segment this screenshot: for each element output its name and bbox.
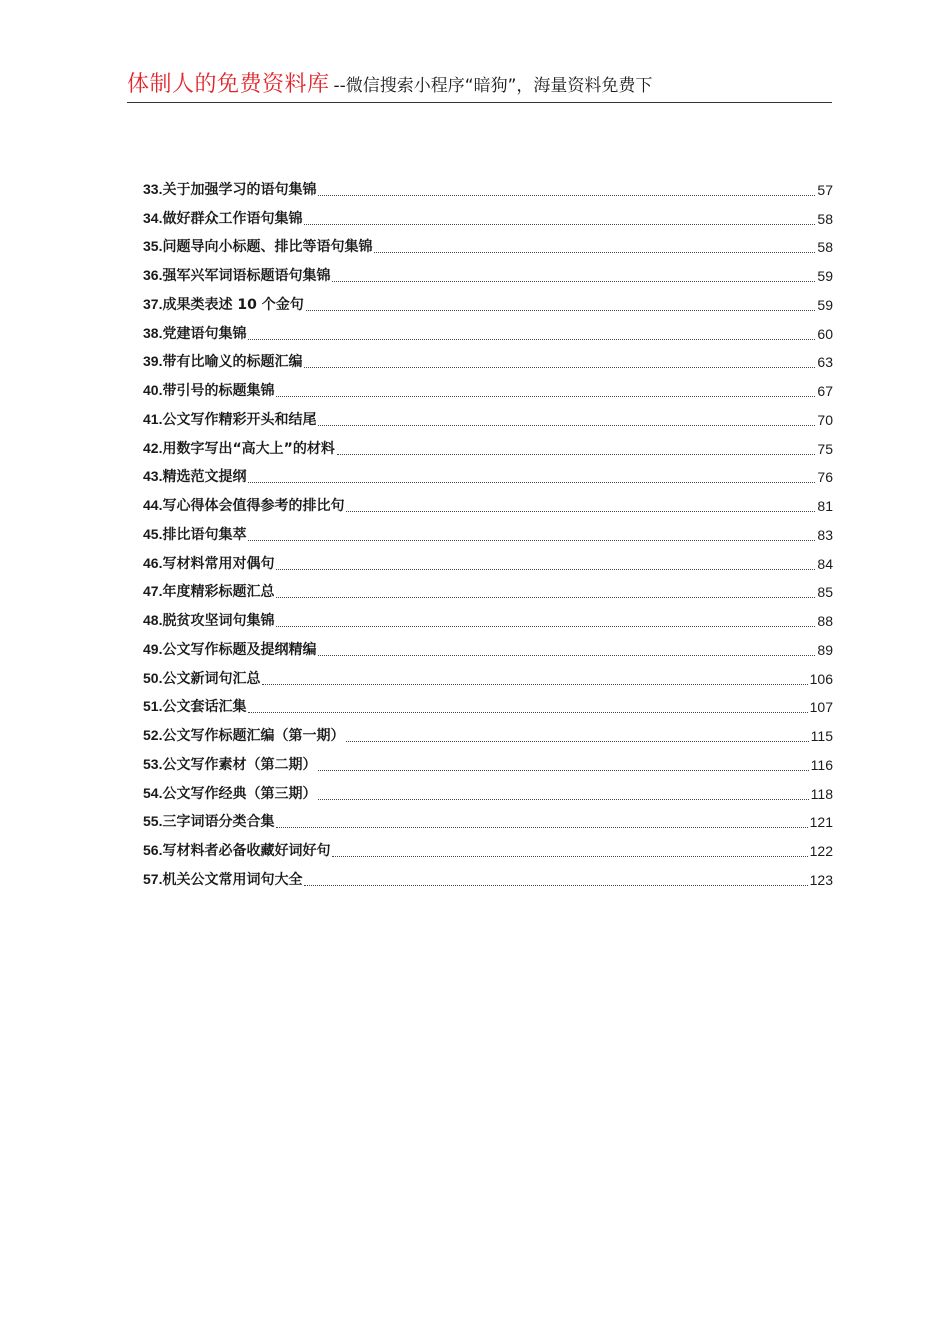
toc-entry-title <box>143 291 304 318</box>
toc-dot-leader <box>304 367 815 368</box>
toc-entry-text: 写心得体会值得参考的排比句 <box>162 498 345 514</box>
toc-entry-title <box>143 262 330 289</box>
toc-dot-leader <box>318 425 815 426</box>
toc-page-number: 88 <box>817 613 833 629</box>
toc-entry-text: 排比语句集萃 <box>162 526 247 543</box>
toc-entry[interactable] <box>143 462 833 491</box>
toc-entry-title <box>143 435 335 462</box>
toc-page-number: 75 <box>817 440 833 457</box>
toc-entry-number: 33. <box>143 180 163 197</box>
toc-dot-leader <box>248 712 807 713</box>
toc-entry[interactable] <box>143 577 833 606</box>
toc-entry-text: 写材料常用对偶句 <box>162 555 275 572</box>
toc-entry-text: 公文写作经典（第三期） <box>162 785 317 802</box>
toc-page-number: 70 <box>817 411 833 428</box>
toc-page-number: 57 <box>817 181 833 198</box>
toc-entry[interactable] <box>143 634 833 663</box>
toc-dot-leader <box>318 799 808 800</box>
header-brand: 体制人的免费资料库 <box>127 72 330 97</box>
toc-page-number: 58 <box>817 239 833 256</box>
toc-entry-text: 党建语句集锦 <box>162 325 247 342</box>
toc-entry-title <box>143 205 302 232</box>
toc-entry-number: 45. <box>143 525 163 542</box>
toc-page-number: 121 <box>809 814 833 831</box>
toc-entry-text: 关于加强学习的语句集锦 <box>162 181 317 198</box>
toc-entry-number: 36. <box>143 267 163 283</box>
toc-dot-leader <box>332 856 807 857</box>
toc-page-number: 81 <box>817 498 833 514</box>
toc-page-number: 63 <box>817 354 833 371</box>
toc-page-number: 67 <box>817 383 833 399</box>
toc-dot-leader <box>337 454 816 455</box>
toc-entry-number: 55. <box>143 813 163 830</box>
toc-entry-text: 年度精彩标题汇总 <box>162 584 275 601</box>
toc-entry[interactable] <box>143 375 833 404</box>
toc-entry-number: 49. <box>143 640 163 657</box>
toc-entry-number: 48. <box>143 612 163 628</box>
toc-entry-text: 公文新词句汇总 <box>162 670 261 687</box>
toc-dot-leader <box>346 511 815 512</box>
toc-dot-leader <box>276 396 815 397</box>
toc-entry-number: 38. <box>143 324 163 341</box>
toc-entry-title <box>143 751 316 778</box>
toc-entry-text: 带引号的标题集锦 <box>162 383 275 399</box>
toc-page-number: 107 <box>809 699 833 716</box>
toc-page-number: 58 <box>817 210 833 227</box>
toc-dot-leader <box>276 626 815 627</box>
toc-entry-text: 强军兴军词语标题语句集锦 <box>162 268 331 284</box>
toc-entry-number: 44. <box>143 497 163 513</box>
toc-entry-number: 56. <box>143 842 163 858</box>
toc-page-number: 85 <box>817 584 833 601</box>
toc-entry-title <box>143 693 246 720</box>
toc-entry[interactable] <box>143 203 833 232</box>
toc-dot-leader <box>318 195 815 196</box>
toc-entry-text: 公文写作素材（第二期） <box>162 756 317 773</box>
toc-dot-leader <box>346 741 808 742</box>
toc-entry-number: 51. <box>143 698 163 715</box>
toc-entry-number: 57. <box>143 870 163 887</box>
toc-entry-title <box>143 722 344 749</box>
toc-entry-number: 47. <box>143 583 163 600</box>
toc-dot-leader <box>304 224 815 225</box>
toc-entry-number: 37. <box>143 295 163 312</box>
toc-entry-number: 39. <box>143 353 163 370</box>
toc-entry-title <box>143 578 274 605</box>
toc-entry-title <box>143 176 316 203</box>
toc-entry[interactable] <box>143 778 833 807</box>
toc-entry-title <box>143 866 302 893</box>
toc-entry-text: 公文写作标题及提纲精编 <box>162 641 317 658</box>
toc-entry-text: 带有比喻义的标题汇编 <box>162 354 303 371</box>
toc-dot-leader <box>306 310 816 311</box>
toc-entry-title <box>143 636 316 663</box>
toc-entry-title <box>143 780 316 807</box>
toc-entry[interactable] <box>143 548 833 577</box>
toc-entry-title <box>143 233 372 260</box>
toc-entry[interactable] <box>143 663 833 692</box>
toc-page-number: 59 <box>817 296 833 313</box>
toc-entry-text: 公文写作标题汇编（第一期） <box>162 728 345 744</box>
toc-entry-text: 机关公文常用词句大全 <box>162 871 303 888</box>
toc-dot-leader <box>248 339 815 340</box>
toc-entry-title <box>143 406 316 433</box>
toc-page-number: 123 <box>809 871 833 888</box>
toc-entry[interactable] <box>143 490 833 519</box>
toc-dot-leader <box>276 569 815 570</box>
toc-entry[interactable] <box>143 404 833 433</box>
toc-entry[interactable] <box>143 232 833 261</box>
toc-entry-text: 用数字写出“高大上”的材料 <box>162 440 335 457</box>
toc-entry-text: 三字词语分类合集 <box>162 814 275 831</box>
toc-entry[interactable] <box>143 864 833 893</box>
toc-entry-title <box>143 607 274 634</box>
toc-entry-number: 43. <box>143 468 163 485</box>
toc-entry[interactable] <box>143 289 833 318</box>
toc-entry[interactable] <box>143 692 833 721</box>
toc-entry[interactable] <box>143 749 833 778</box>
toc-entry-title <box>143 808 274 835</box>
toc-page-number: 76 <box>817 469 833 486</box>
toc-page-number: 89 <box>817 641 833 658</box>
toc-dot-leader <box>276 597 815 598</box>
toc-entry[interactable] <box>143 347 833 376</box>
header-note: --微信搜索小程序“暗狗”，海量资料免费下 <box>333 76 653 96</box>
toc-entry-number: 50. <box>143 669 163 686</box>
toc-page-number: 84 <box>817 555 833 572</box>
toc-entry[interactable] <box>143 260 833 289</box>
toc-dot-leader <box>304 885 807 886</box>
table-of-contents <box>143 174 833 893</box>
toc-entry-text: 精选范文提纲 <box>162 469 247 486</box>
toc-entry-text: 公文套话汇集 <box>162 699 247 716</box>
toc-entry-title <box>143 348 302 375</box>
toc-entry-number: 46. <box>143 554 163 571</box>
toc-entry-title <box>143 492 344 519</box>
toc-entry-text: 写材料者必备收藏好词好句 <box>162 843 331 859</box>
toc-entry-text: 公文写作精彩开头和结尾 <box>162 411 317 428</box>
page-header <box>127 70 832 103</box>
toc-page-number: 60 <box>817 325 833 342</box>
toc-page-number: 106 <box>809 670 833 687</box>
toc-entry-number: 42. <box>143 439 163 456</box>
toc-entry-title <box>143 463 246 490</box>
toc-entry-text: 做好群众工作语句集锦 <box>162 210 303 227</box>
toc-entry-number: 52. <box>143 727 163 743</box>
toc-entry-title <box>143 665 260 692</box>
toc-entry[interactable] <box>143 174 833 203</box>
toc-page-number: 115 <box>810 728 833 744</box>
toc-entry-text: 成果类表述 10 个金句 <box>162 296 304 313</box>
toc-dot-leader <box>248 540 815 541</box>
toc-entry-title <box>143 320 246 347</box>
toc-entry[interactable] <box>143 318 833 347</box>
toc-dot-leader <box>276 827 807 828</box>
toc-entry-title <box>143 521 246 548</box>
toc-page-number: 59 <box>817 268 833 284</box>
toc-page-number: 118 <box>810 785 833 802</box>
toc-entry-number: 53. <box>143 755 163 772</box>
toc-entry-number: 54. <box>143 784 163 801</box>
toc-entry-text: 问题导向小标题、排比等语句集锦 <box>162 239 373 256</box>
toc-dot-leader <box>248 482 815 483</box>
toc-dot-leader <box>262 684 807 685</box>
toc-entry[interactable] <box>143 605 833 634</box>
toc-entry-number: 34. <box>143 209 163 226</box>
toc-dot-leader <box>332 281 815 282</box>
toc-entry[interactable] <box>143 519 833 548</box>
toc-entry[interactable] <box>143 807 833 836</box>
toc-entry-number: 35. <box>143 238 163 255</box>
toc-entry-title <box>143 837 330 864</box>
toc-entry-title <box>143 550 274 577</box>
toc-entry-title <box>143 377 274 404</box>
toc-entry-text: 脱贫攻坚词句集锦 <box>162 613 275 629</box>
toc-entry[interactable] <box>143 720 833 749</box>
toc-entry[interactable] <box>143 433 833 462</box>
toc-page-number: 116 <box>810 756 833 773</box>
toc-dot-leader <box>318 655 815 656</box>
toc-page-number: 122 <box>809 843 833 859</box>
toc-entry-number: 41. <box>143 410 163 427</box>
toc-page-number: 83 <box>817 526 833 543</box>
toc-dot-leader <box>374 252 815 253</box>
toc-dot-leader <box>318 770 808 771</box>
toc-entry[interactable] <box>143 835 833 864</box>
toc-entry-number: 40. <box>143 382 163 398</box>
